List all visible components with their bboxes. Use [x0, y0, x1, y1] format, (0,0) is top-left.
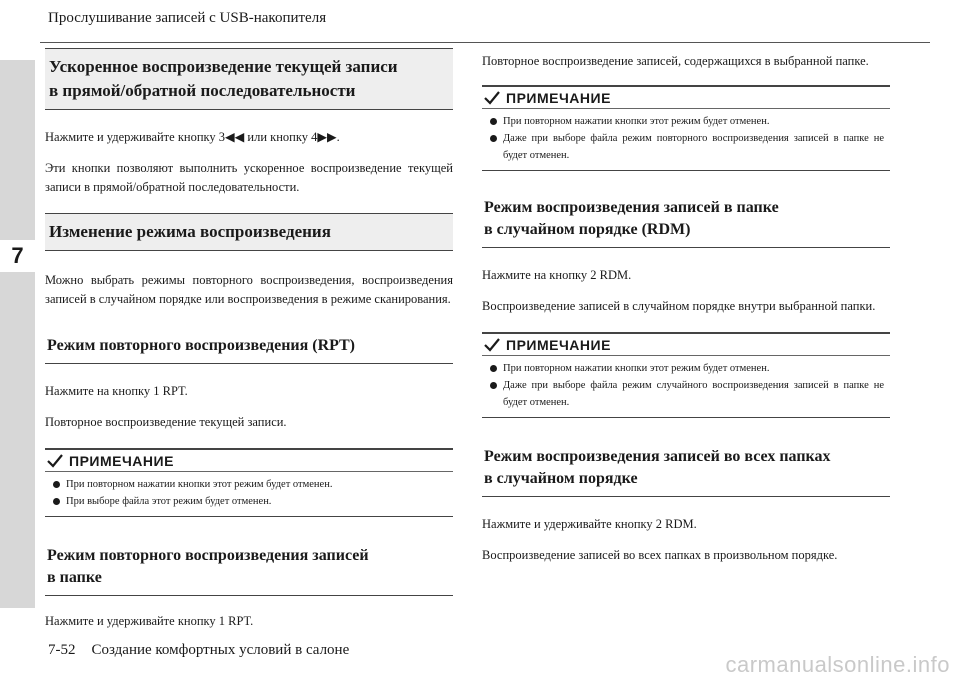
- paragraph: Нажмите на кнопку 1 RPT.: [45, 384, 188, 398]
- paragraph: Нажмите и удерживайте кнопку 1 RPT.: [45, 614, 254, 628]
- side-band: [0, 60, 35, 608]
- note-box: [45, 448, 453, 517]
- note-title: ПРИМЕЧАНИЕ: [506, 337, 611, 353]
- bullet-icon: [490, 118, 497, 125]
- note-list: [482, 109, 890, 170]
- note-title: ПРИМЕЧАНИЕ: [69, 453, 174, 469]
- paragraph: Нажмите и удерживайте кнопку 2 RDM.: [482, 517, 697, 531]
- watermark: carmanualsonline.info: [725, 652, 950, 677]
- bullet-icon: [490, 135, 497, 142]
- heading-change-mode: Изменение режима воспроизведения: [45, 213, 453, 251]
- page-header-title: Прослушивание записей с USB-накопителя: [48, 10, 327, 26]
- note-title: ПРИМЕЧАНИЕ: [506, 90, 611, 106]
- paragraph: Повторное воспроизведение текущей записи.: [45, 415, 287, 429]
- paragraph: Нажмите на кнопку 2 RDM.: [482, 268, 632, 282]
- page-footer: [48, 642, 349, 659]
- paragraph: Повторное воспроизведение записей, содержащихся в выбранной папке.: [482, 54, 869, 68]
- heading-fast-playback: Ускоренное воспроизведение текущей записи в прямой/обратной последовательности: [45, 48, 453, 110]
- paragraph: Воспроизведение записей во всех папках в произвольном порядке.: [482, 548, 838, 562]
- paragraph: Эти кнопки позволяют выполнить ускоренное воспроизведение текущей записи в прямой/обратной последовательности.: [45, 161, 453, 194]
- list-item: Даже при выборе файла режим случайного воспроизведения записей в папке не будет отменен.: [488, 377, 884, 411]
- bullet-icon: [53, 481, 60, 488]
- paragraph: Воспроизведение записей в случайном порядке внутри выбранной папки.: [482, 299, 876, 313]
- note-box: [482, 332, 890, 418]
- list-item: Даже при выборе файла режим повторного воспроизведения записей в папке не будет отменен.: [488, 130, 884, 164]
- note-box: [482, 85, 890, 171]
- checkmark-icon: [47, 454, 63, 468]
- note-list: [482, 356, 890, 417]
- heading-all-rdm: Режим воспроизведения записей во всех папках в случайном порядке: [482, 446, 890, 497]
- list-item: При выборе файла этот режим будет отменен.: [51, 493, 447, 510]
- bullet-icon: [490, 382, 497, 389]
- paragraph: Нажмите и удерживайте кнопку 3◀◀ или кнопку 4▶▶.: [45, 130, 340, 144]
- note-header: [45, 450, 453, 472]
- list-item: При повторном нажатии кнопки этот режим будет отменен.: [51, 476, 447, 493]
- chapter-tab: 7: [0, 240, 35, 272]
- paragraph: Можно выбрать режимы повторного воспроизведения, воспроизведения записей в случайном порядке или воспроизведения в режиме сканирования.: [45, 273, 453, 306]
- left-column: [45, 48, 453, 631]
- right-column: [482, 52, 890, 565]
- note-header: [482, 87, 890, 109]
- footer-section: Создание комфортных условий в салоне: [91, 642, 350, 658]
- checkmark-icon: [484, 91, 500, 105]
- page-number: 7-52: [48, 642, 76, 658]
- list-item: При повторном нажатии кнопки этот режим будет отменен.: [488, 113, 884, 130]
- heading-folder-rpt: Режим повторного воспроизведения записей в папке: [45, 545, 453, 596]
- note-header: [482, 334, 890, 356]
- bullet-icon: [490, 365, 497, 372]
- list-item: При повторном нажатии кнопки этот режим будет отменен.: [488, 360, 884, 377]
- note-list: [45, 472, 453, 516]
- heading-rpt: Режим повторного воспроизведения (RPT): [45, 335, 453, 364]
- bullet-icon: [53, 498, 60, 505]
- heading-folder-rdm: Режим воспроизведения записей в папке в случайном порядке (RDM): [482, 197, 890, 248]
- header-rule: [40, 42, 930, 43]
- checkmark-icon: [484, 338, 500, 352]
